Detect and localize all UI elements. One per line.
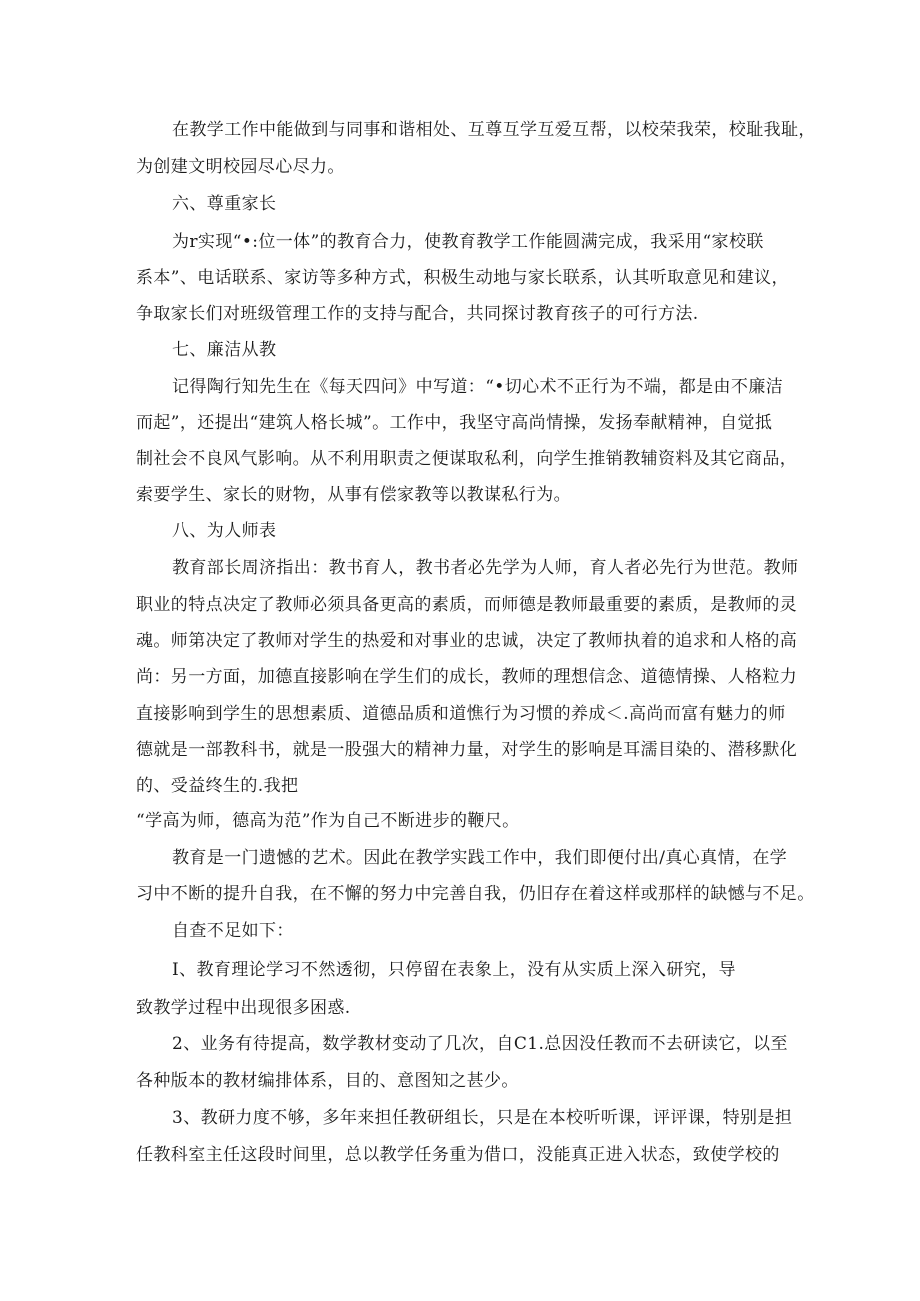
text-line: 习中不断的提升自我，在不懈的努力中完善自我，仍旧存在着这样或那样的缺憾与不足。 [136,884,815,904]
text-line: 2、业务有待提高，数学教材变动了几次，自C1.总因没任教而不去研读它，以至 [172,1034,788,1054]
text-line: 职业的特点决定了教师必须具备更高的素质，而师德是教师最重要的素质，是教师的灵 [136,595,798,615]
section-heading: 七、廉洁从教 [172,340,277,360]
text-line: I、教育理论学习不然透彻，只停留在表象上，没有从实质上深入研究，导 [172,960,736,980]
text-line: 为创建文明校园尽心尽力。 [136,157,345,177]
text-line: 尚：另一方面，加德直接影响在学生们的成长，教师的理想信念、道德情操、人格粒力 [136,667,798,687]
text-line: 致教学过程中出现很多困惑. [136,998,351,1018]
text-line: 在教学工作中能做到与同事和谐相处、互尊互学互爱互帮，以校荣我荣，校耻我耻， [172,120,816,140]
text-line: 索要学生、家长的财物，从事有偿家教等以教谋私行为。 [136,485,571,505]
text-line: 的、受益终生的.我把 [136,776,299,796]
text-line: 各种版本的教材编排体系，目的、意图知之甚少。 [136,1071,519,1091]
text-line: 自查不足如下： [172,921,294,941]
text-line: 系本”、电话联系、家访等多种方式，积极生动地与家长联系，认其听取意见和建议， [136,268,789,288]
section-heading: 六、尊重家长 [172,194,277,214]
text-line: 德就是一部教科书，就是一股强大的精神力量，对学生的影响是耳濡目染的、潜移默化 [136,740,798,760]
text-line: 制社会不良风气影响。从不利用职责之便谋取私利，向学生推销教辅资料及其它商品， [136,449,798,469]
text-line: 直接影响到学生的思想素质、道德品质和道憔行为习惯的养成＜.高尚而富有魅力的师 [136,704,786,724]
text-line: 记得陶行知先生在《每天四问》中写道：“•切心术不正行为不端，都是由不廉洁 [172,377,784,397]
text-line: 而起”，还提出“建筑人格长城”。工作中，我坚守高尚情操，发扬奉献精神，自觉抵 [136,413,773,433]
text-line: 教育是一门遗憾的艺术。因此在教学实践工作中，我们即便付出/真心真情，在学 [172,848,788,868]
text-line: “学高为师，德高为范”作为自己不断进步的鞭尺。 [136,811,520,831]
section-heading: 八、为人师表 [172,521,277,541]
text-line: 争取家长们对班级管理工作的支持与配合，共同探讨教育孩子的可行方法. [136,304,699,324]
text-line: 任教科室主任这段时间里，总以教学任务重为借口，没能真正进入状态，致使学校的 [136,1145,780,1165]
text-line: 为r实现“•:位一体”的教育合力，使教育教学工作能圆满完成，我采用“家校联 [172,232,764,252]
text-line: 3、教研力度不够，多年来担任教研组长，只是在本校听听课，评评课，特别是担 [172,1108,793,1128]
text-line: 魂。师第决定了教师对学生的热爱和对事业的忠诚，决定了教师执着的追求和人格的高 [136,631,798,651]
text-line: 教育部长周济指出：教书育人，教书者必先学为人师，育人者必先行为世范。教师 [172,558,799,578]
